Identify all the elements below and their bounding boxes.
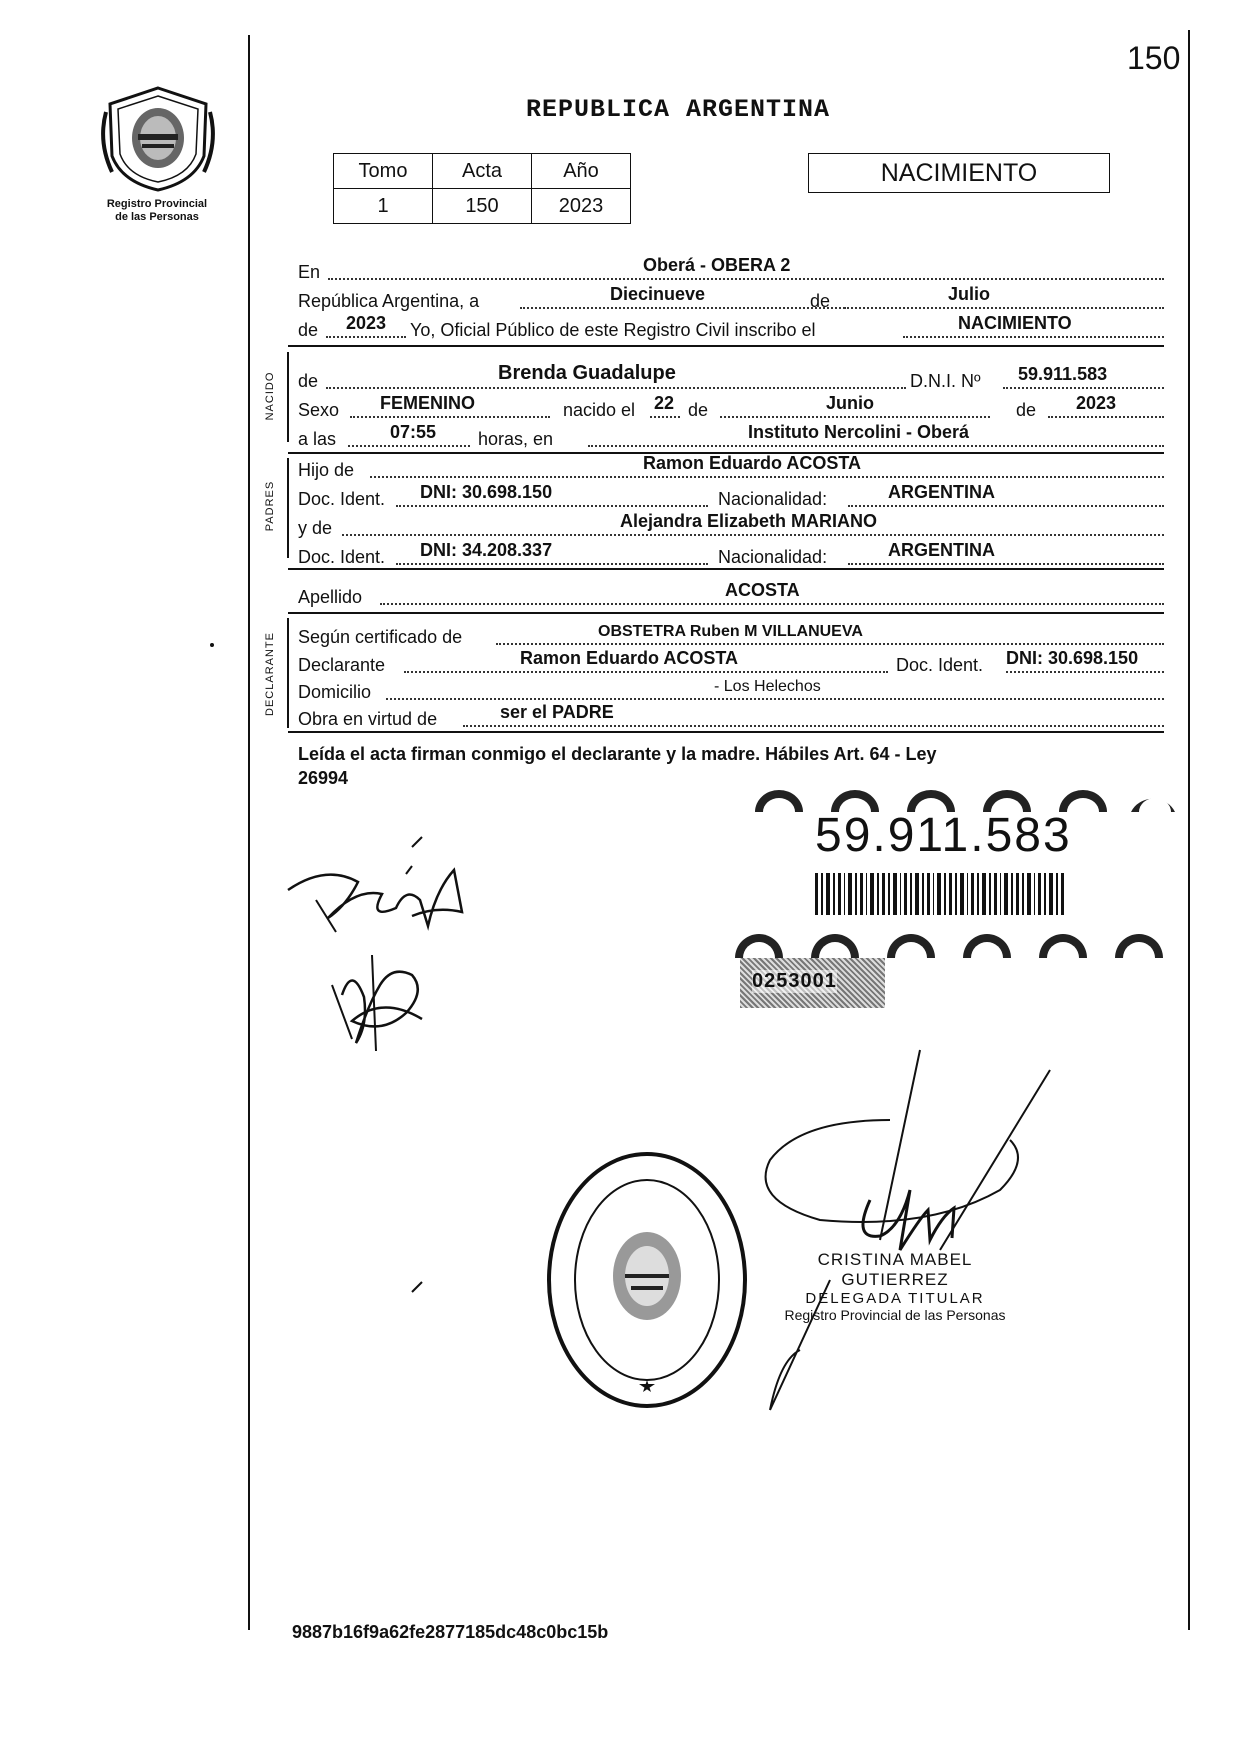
obra-value: ser el PADRE (500, 702, 614, 722)
official-signature (760, 1040, 1120, 1420)
child-name-value: Brenda Guadalupe (498, 362, 676, 384)
dni-barcode (815, 873, 1065, 915)
record-separator (288, 345, 1164, 347)
birth-year-value: 2023 (1076, 393, 1117, 413)
birth-de-label-2: de (1016, 400, 1037, 420)
month-value: Julio (948, 284, 991, 304)
closing-note (298, 742, 1178, 790)
mother-doc-label: Doc. Ident. (298, 547, 386, 567)
row-date (298, 284, 1164, 314)
row-father-doc (298, 482, 1164, 512)
father-nac-label: Nacionalidad: (718, 489, 828, 509)
declarante-label: Declarante (298, 655, 386, 675)
table-value-acta: 150 (433, 189, 532, 224)
row-nacido-birth (298, 393, 1164, 423)
mother-name-value: Alejandra Elizabeth MARIANO (620, 511, 878, 531)
official-title: DELEGADA TITULAR (805, 1290, 985, 1307)
org-label (82, 198, 232, 224)
de-label: de (810, 291, 831, 311)
domicilio-value: - Los Helechos (714, 678, 821, 695)
birth-month-value: Junio (826, 393, 874, 413)
declarant-signature (286, 860, 486, 940)
en-label: En (298, 262, 321, 282)
birth-day-value: 22 (654, 393, 675, 413)
padres-section-label: PADRES (264, 480, 276, 532)
closing-note-line2: 26994 (298, 768, 349, 788)
padres-separator (288, 568, 1164, 570)
dni-sticker-number: 59.911.583 (815, 809, 1072, 862)
table-value-anio: 2023 (532, 189, 631, 224)
row-nacido-name (298, 362, 1164, 394)
row-domicilio (298, 678, 1164, 705)
nacido-section-label: NACIDO (264, 371, 276, 421)
stray-dot (210, 643, 214, 647)
place-value: Oberá - OBERA 2 (643, 255, 791, 275)
row-nacido-time (298, 422, 1164, 452)
father-nationality-value: ARGENTINA (888, 482, 995, 502)
nacido-de-label: de (298, 371, 319, 391)
row-declarante (298, 648, 1164, 678)
row-mother-doc (298, 540, 1164, 570)
declarante-separator (288, 731, 1164, 733)
right-margin-line (1188, 30, 1190, 1630)
org-logo (98, 82, 218, 194)
sexo-value: FEMENINO (380, 393, 476, 413)
father-doc-label: Doc. Ident. (298, 489, 386, 509)
year-prefix-label: de (298, 320, 319, 340)
republica-label: República Argentina, a (298, 291, 480, 311)
declarante-doc-value: DNI: 30.698.150 (1006, 648, 1139, 668)
org-label-line2: de las Personas (115, 211, 199, 223)
mother-signature (322, 935, 442, 1055)
cert-value: OBSTETRA Ruben M VILLANUEVA (598, 623, 863, 640)
birth-place-value: Instituto Nercolini - Oberá (748, 422, 970, 442)
act-type-box: NACIMIENTO (808, 153, 1110, 193)
official-name: CRISTINA MABEL GUTIERREZ (817, 1250, 973, 1289)
table-value-tomo: 1 (334, 189, 433, 224)
row-place (298, 255, 1164, 285)
declarante-section-label: DECLARANTE (264, 632, 276, 716)
row-year (298, 313, 1164, 343)
mother-doc-value: DNI: 34.208.337 (420, 540, 553, 560)
time-value: 07:55 (390, 422, 437, 442)
apellido-label: Apellido (298, 587, 363, 607)
declarante-section-line (287, 618, 289, 728)
security-serial: 0253001 (752, 970, 837, 992)
alas-label: a las (298, 429, 337, 449)
row-father (298, 453, 1164, 483)
obra-label: Obra en virtud de (298, 709, 438, 729)
org-label-line1: Registro Provincial (106, 198, 208, 210)
document-hash: 9887b16f9a62fe2877185dc48c0bc15b (292, 1622, 609, 1642)
declarante-doc-label: Doc. Ident. (896, 655, 984, 675)
apellido-separator (288, 612, 1164, 614)
row-apellido (298, 580, 1164, 610)
nacido-el-label: nacido el (563, 400, 636, 420)
dni-label: D.N.I. Nº (910, 371, 981, 391)
y-de-label: y de (298, 518, 333, 538)
nacido-section-line (287, 352, 289, 442)
left-margin-line (248, 35, 250, 1630)
row-cert (298, 623, 1164, 650)
child-dni-value: 59.911.583 (1018, 364, 1108, 384)
stray-mark (410, 835, 424, 849)
day-value: Diecinueve (610, 284, 706, 304)
registry-seal (545, 1148, 750, 1413)
hijo-de-label: Hijo de (298, 460, 355, 480)
birth-de-label: de (688, 400, 709, 420)
table-header-anio: Año (532, 154, 631, 189)
row-obra (298, 702, 1164, 732)
inscribo-label: Yo, Oficial Público de este Registro Civil inscribo el (410, 320, 816, 340)
page-number: 150 (1127, 40, 1181, 76)
act-reference-table (333, 153, 631, 224)
cert-label: Según certificado de (298, 627, 463, 647)
year-value: 2023 (346, 313, 387, 333)
closing-note-line1: Leída el acta firman conmigo el declarante y la madre. Hábiles Art. 64 - Ley (298, 744, 937, 764)
horas-label: horas, en (478, 429, 554, 449)
official-org: Registro Provincial de las Personas (784, 1307, 1006, 1323)
table-header-acta: Acta (433, 154, 532, 189)
declarante-name-value: Ramon Eduardo ACOSTA (520, 648, 739, 668)
stray-mark (410, 1280, 424, 1294)
row-mother (298, 511, 1164, 541)
official-name-block (765, 1250, 1025, 1323)
padres-section-line (287, 458, 289, 558)
father-doc-value: DNI: 30.698.150 (420, 482, 553, 502)
mother-nationality-value: ARGENTINA (888, 540, 995, 560)
father-name-value: Ramon Eduardo ACOSTA (643, 453, 862, 473)
table-header-tomo: Tomo (334, 154, 433, 189)
sexo-label: Sexo (298, 400, 340, 420)
domicilio-label: Domicilio (298, 682, 372, 702)
act-name-value: NACIMIENTO (958, 313, 1072, 333)
security-band-bottom (735, 928, 1175, 958)
document-title: REPUBLICA ARGENTINA (526, 95, 831, 124)
mother-nac-label: Nacionalidad: (718, 547, 828, 567)
apellido-value: ACOSTA (725, 580, 800, 600)
